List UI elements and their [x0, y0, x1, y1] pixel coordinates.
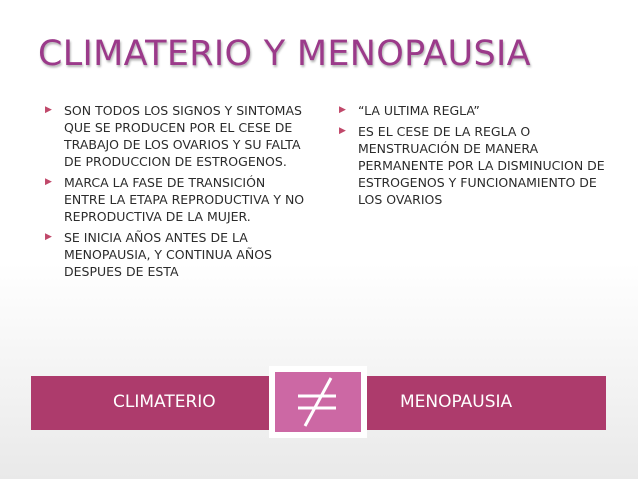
bullet-text: SON TODOS LOS SIGNOS Y SINTOMAS QUE SE PRODUCEN POR EL CESE DE TRABAJO DE LOS OVARIOS Y SU FALTA DE PRODUCCION DE ESTROGENOS.	[64, 103, 302, 169]
bullet-item	[45, 229, 310, 280]
bullet-item	[339, 102, 617, 119]
right-column	[339, 102, 617, 212]
bullet-item	[45, 102, 310, 170]
bullet-text: MARCA LA FASE DE TRANSICIÓN ENTRE LA ETAPA REPRODUCTIVA Y NO REPRODUCTIVA DE LA MUJER.	[64, 175, 305, 224]
bullet-arrow-icon: ▶	[45, 177, 52, 187]
not-equal-box	[269, 366, 367, 438]
bullet-text: “LA ULTIMA REGLA”	[358, 103, 480, 118]
left-column	[45, 102, 310, 284]
bullet-arrow-icon: ▶	[339, 126, 346, 136]
bullet-arrow-icon: ▶	[45, 232, 52, 242]
bullet-arrow-icon: ▶	[45, 105, 52, 115]
climaterio-label: CLIMATERIO	[113, 392, 216, 412]
slide-title: CLIMATERIO Y MENOPAUSIA	[38, 34, 531, 74]
bullet-arrow-icon: ▶	[339, 105, 346, 115]
bullet-item	[339, 123, 617, 208]
menopausia-label: MENOPAUSIA	[400, 392, 513, 412]
bullet-item	[45, 174, 310, 225]
bullet-text: ES EL CESE DE LA REGLA O MENSTRUACIÓN DE MANERA PERMANENTE POR LA DISMINUCION DE ESTROGENOS Y FUNCIONAMIENTO DE LOS OVARIOS	[358, 124, 605, 207]
bullet-text: SE INICIA AÑOS ANTES DE LA MENOPAUSIA, Y CONTINUA AÑOS DESPUES DE ESTA	[64, 230, 272, 279]
not-equal-slash	[305, 378, 331, 426]
not-equal-icon	[269, 366, 367, 438]
